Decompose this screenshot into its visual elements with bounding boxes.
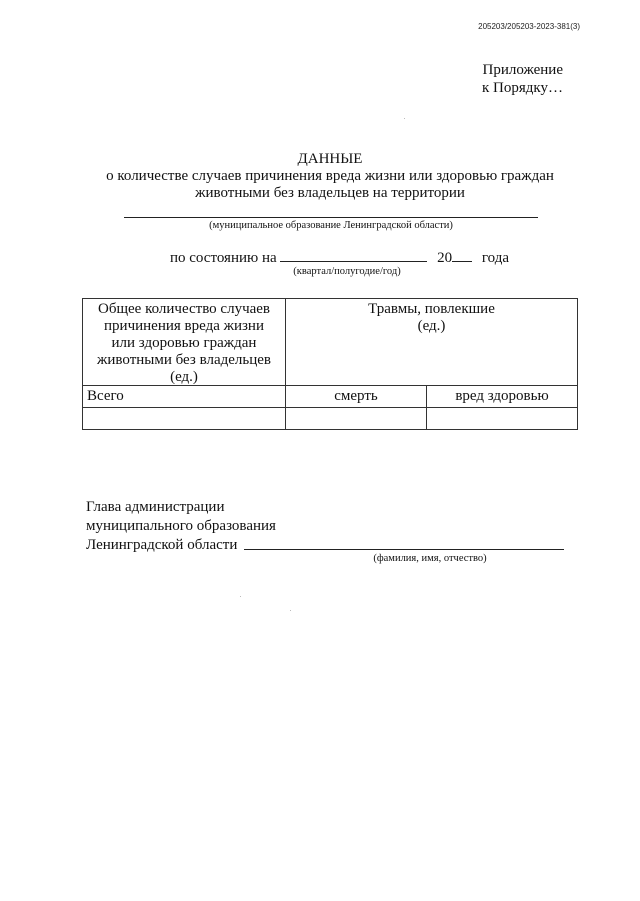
- signature-caption: (фамилия, имя, отчество): [373, 553, 487, 564]
- table-border-top: [82, 298, 578, 299]
- year-blank: [452, 248, 472, 262]
- subheader-total: Всего: [87, 388, 124, 404]
- appendix-reference: [440, 61, 563, 97]
- period-blank: [280, 248, 427, 262]
- appendix-line-2: к Порядку…: [482, 80, 563, 96]
- signature-blank-line: [244, 549, 564, 550]
- header-total-line-3: или здоровью граждан: [111, 335, 257, 351]
- document-title: [60, 151, 600, 202]
- as-of-prefix: по состоянию на: [170, 250, 277, 266]
- signature-line-3: Ленинградской области: [86, 537, 238, 553]
- table-border-right: [577, 298, 578, 430]
- subheader-death: смерть: [334, 388, 378, 404]
- header-injuries-line-1: Травмы, повлекшие: [368, 301, 495, 317]
- title-line-1: о количестве случаев причинения вреда жизни или здоровью граждан: [106, 168, 554, 184]
- period-caption: (квартал/полугодие/год): [293, 266, 401, 277]
- scan-speck: [290, 610, 291, 611]
- cell-health-harm-value[interactable]: [427, 408, 577, 429]
- municipality-caption: (муниципальное образование Ленинградской области): [209, 220, 453, 231]
- header-total-line-2: причинения вреда жизни: [104, 318, 264, 334]
- as-of-line: [170, 248, 510, 267]
- municipality-blank-line: [124, 217, 538, 218]
- title-heading: ДАННЫЕ: [297, 151, 363, 167]
- signature-line-1: Глава администрации: [86, 499, 225, 515]
- signature-block: [86, 498, 386, 555]
- appendix-line-1: Приложение: [482, 62, 563, 78]
- title-line-2: животными без владельцев на территории: [195, 185, 465, 201]
- as-of-suffix: года: [481, 250, 510, 266]
- header-injuries: [286, 301, 577, 335]
- header-total-line-1: Общее количество случаев: [97, 301, 271, 317]
- cell-total-value[interactable]: [83, 408, 285, 429]
- header-total-line-5: (ед.): [170, 369, 198, 385]
- cell-death-value[interactable]: [286, 408, 426, 429]
- header-injuries-line-2: (ед.): [417, 318, 446, 334]
- subheader-health-harm: вред здоровью: [455, 388, 549, 404]
- year-prefix: 20: [437, 250, 453, 266]
- header-total-line-4: животными без владельцев: [97, 352, 271, 368]
- signature-line-2: муниципального образования: [86, 518, 276, 534]
- data-table: [82, 298, 578, 430]
- scan-speck: [404, 118, 405, 119]
- header-total-cases: [83, 301, 285, 386]
- table-border-bottom: [82, 429, 578, 430]
- scan-speck: [240, 596, 241, 597]
- document-code: 205203/205203-2023-381(3): [478, 22, 580, 31]
